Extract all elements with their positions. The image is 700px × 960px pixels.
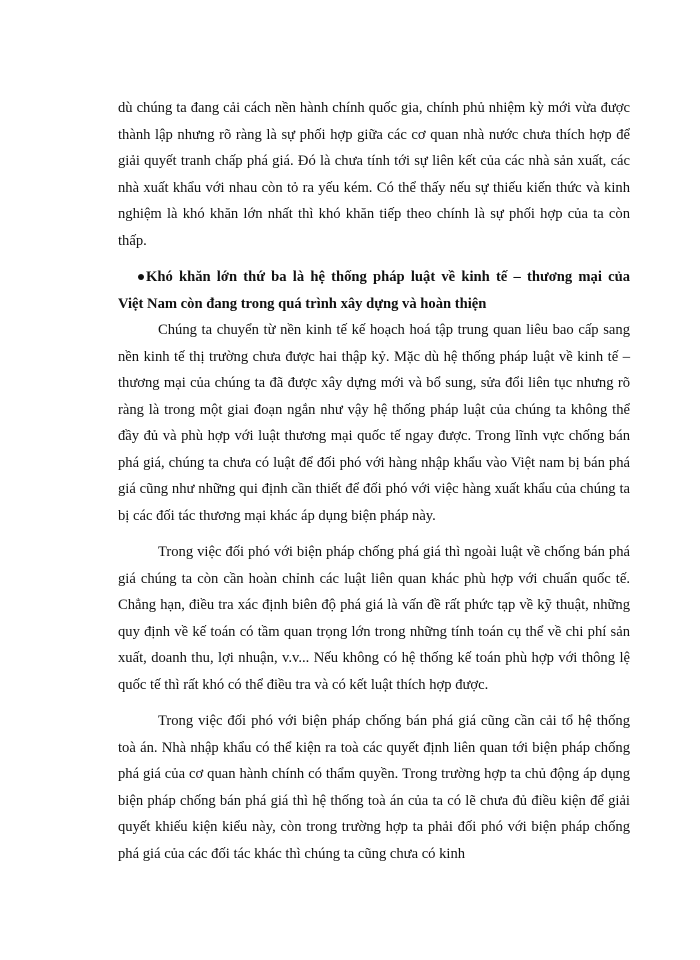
document-body bbox=[118, 95, 630, 867]
body-paragraph-2: Trong việc đối phó với biện pháp chống phá giá thì ngoài luật về chống bán phá giá chúng ta còn cần hoàn chỉnh các luật liên quan khác phù hợp với chuẩn quốc tế. Chẳng hạn, điều tra xác định biên độ phá giá là vấn đề rất phức tạp về kỹ thuật, những quy định về kế toán có tầm quan trọng lớn trong những tính toán cụ thể về chi phí sản xuất, doanh thu, lợi nhuận, v.v... Nếu không có hệ thống kế toán phù hợp với thông lệ quốc tế thì rất khó có thể điều tra và có kết luật thích hợp được. bbox=[118, 544, 630, 693]
body-paragraph-1: Chúng ta chuyển từ nền kinh tế kế hoạch hoá tập trung quan liêu bao cấp sang nền kinh tế thị trường chưa được hai thập kỷ. Mặc dù hệ thống pháp luật về kinh tế – thương mại của chúng ta đã được xây dựng mới và bổ sung, sửa đổi liên tục nhưng rõ ràng là trong một giai đoạn ngắn như vậy hệ thống pháp luật của chúng ta không thể đầy đủ và phù hợp với luật thương mại quốc tế ngay được. Trong lĩnh vực chống bán phá giá, chúng ta chưa có luật để đối phó với hàng nhập khẩu vào Việt nam bị bán phá giá cũng như những qui định cần thiết để đối phó với việc hàng xuất khẩu của chúng ta bị các đối tác thương mại khác áp dụng biện pháp này. bbox=[118, 322, 630, 524]
bullet-heading-line-2: Việt Nam còn đang trong quá trình xây dựng và hoàn thiện bbox=[118, 295, 487, 312]
bullet-heading-line-1: Khó khăn lớn thứ ba là hệ thống pháp luật về kinh tế – thương mại của bbox=[146, 269, 630, 285]
intro-paragraph: dù chúng ta đang cải cách nền hành chính quốc gia, chính phủ nhiệm kỳ mới vừa được thành lập nhưng rõ ràng là sự phối hợp giữa các cơ quan nhà nước chưa thích hợp để giải quyết tranh chấp phá giá. Đó là chưa tính tới sự liên kết của các nhà sản xuất, các nhà xuất khẩu với nhau còn tỏ ra yếu kém. Có thể thấy nếu sự thiếu kiến thức và kinh nghiệm là khó khăn lớn nhất thì khó khăn tiếp theo chính là sự phối hợp của ta còn thấp. bbox=[118, 100, 630, 249]
body-paragraph-3: Trong việc đối phó với biện pháp chống bán phá giá cũng cần cải tổ hệ thống toà án. Nhà nhập khẩu có thể kiện ra toà các quyết định liên quan tới biện pháp chống phá giá của cơ quan hành chính có thẩm quyền. Trong trường hợp ta chủ động áp dụng biện pháp chống bán phá giá thì hệ thống toà án của ta có lẽ chưa đủ điều kiện để giải quyết khiếu kiện kiểu này, còn trong trường hợp ta phải đối phó với biện pháp chống phá giá của các đối tác khác thì chúng ta cũng chưa có kinh bbox=[118, 713, 630, 862]
bullet-heading bbox=[118, 264, 630, 317]
bullet-dot-icon bbox=[138, 274, 144, 280]
